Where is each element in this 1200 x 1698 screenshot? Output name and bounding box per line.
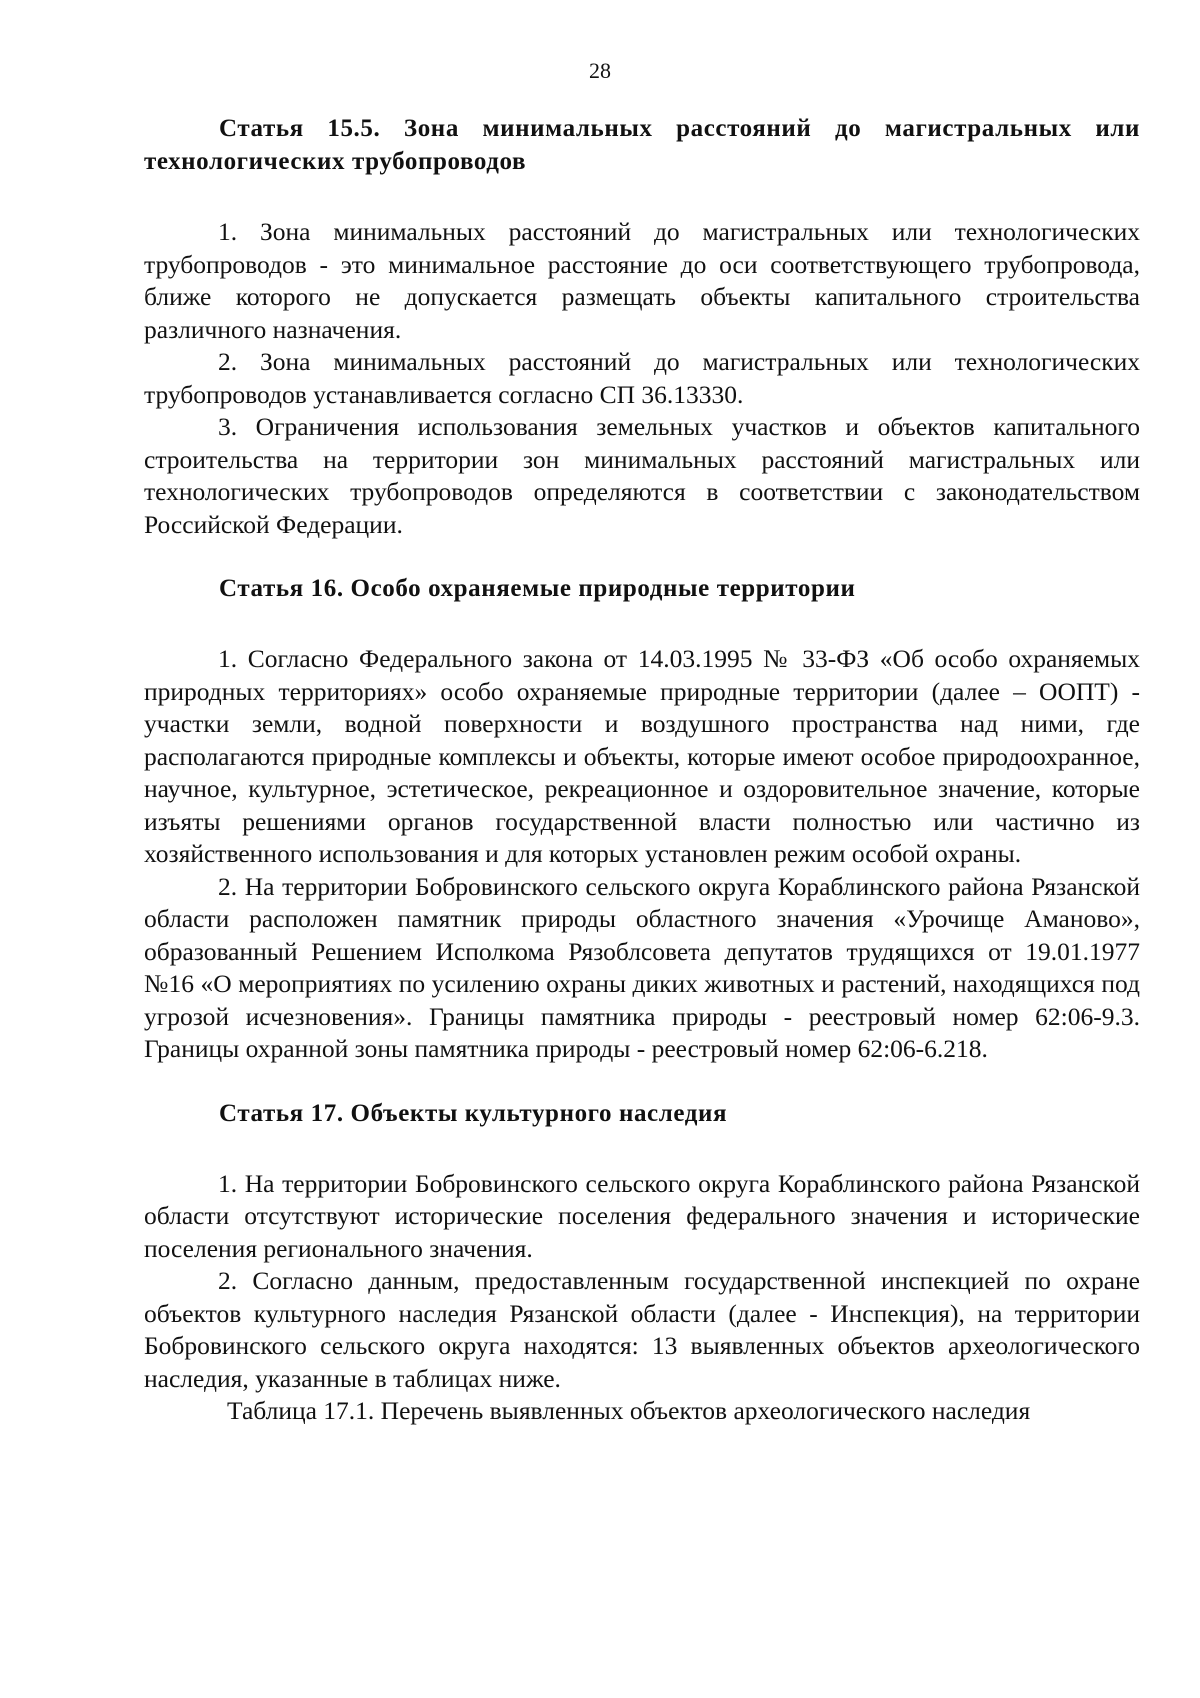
article-17-paragraph-2: 2. Согласно данным, предоставленным государственной инспекцией по охране объектов культурного наследия Рязанской области (далее - Инспекция), на территории Бобровинского сельского округа находятся: 13 выявленных объектов археологического наследия, указанные в таблицах ниже. (144, 1266, 1140, 1393)
heading-article-17: Статья 17. Объекты культурного наследия (219, 1099, 728, 1127)
article-16-paragraph-2: 2. На территории Бобровинского сельского округа Кораблинского района Рязанской области расположен памятник природы областного значения «Урочище Аманово», образованный Решением Исполкома Рязоблсовета депутатов трудящихся от 19.01.1977 №16 «О мероприятиях по усилению охраны диких животных и растений, находящихся под угрозой исчезновения». Границы памятника природы - реестровый номер 62:06-9.3. Границы охранной зоны памятника природы - реестровый номер 62:06-6.218. (144, 871, 1140, 1063)
heading-article-16: Статья 16. Особо охраняемые природные территории (219, 575, 856, 602)
page-number: 28 (589, 58, 611, 83)
page-content (144, 112, 1140, 1428)
article-15-5-paragraph-3: 3. Ограничения использования земельных участков и объектов капитального строительства на территории зон минимальных расстояний магистральных или технологических трубопроводов определяются в соответствии с законодательством Российской Федерации. (144, 412, 1140, 539)
table-caption: Таблица 17.1. Перечень выявленных объектов археологического наследия (227, 1396, 1031, 1425)
heading-article-15-5: Статья 15.5. Зона минимальных расстояний до магистральных или технологических трубопроводов (144, 115, 1140, 175)
article-15-5-paragraph-2: 2. Зона минимальных расстояний до магистральных или технологических трубопроводов устанавливается согласно СП 36.13330. (144, 347, 1140, 409)
article-15-5-paragraph-1: 1. Зона минимальных расстояний до магистральных или технологических трубопроводов - это минимальное расстояние до оси соответствующего трубопровода, ближе которого не допускается размещать объекты капитального строительства различного назначения. (144, 217, 1140, 344)
article-16-paragraph-1: 1. Согласно Федерального закона от 14.03.1995 № 33-ФЗ «Об особо охраняемых природных территориях» особо охраняемые природные территории (далее – ООПТ) - участки земли, водной поверхности и воздушного пространства над ними, где располагаются природные комплексы и объекты, которые имеют особое природоохранное, научное, культурное, эстетическое, рекреационное и оздоровительное значение, которые изъяты решениями органов государственной власти полностью или частично из хозяйственного использования и для которых установлен режим особой охраны. (144, 644, 1140, 868)
article-17-paragraph-1: 1. На территории Бобровинского сельского округа Кораблинского района Рязанской области отсутствуют исторические поселения федерального значения и исторические поселения регионального значения. (144, 1168, 1140, 1263)
